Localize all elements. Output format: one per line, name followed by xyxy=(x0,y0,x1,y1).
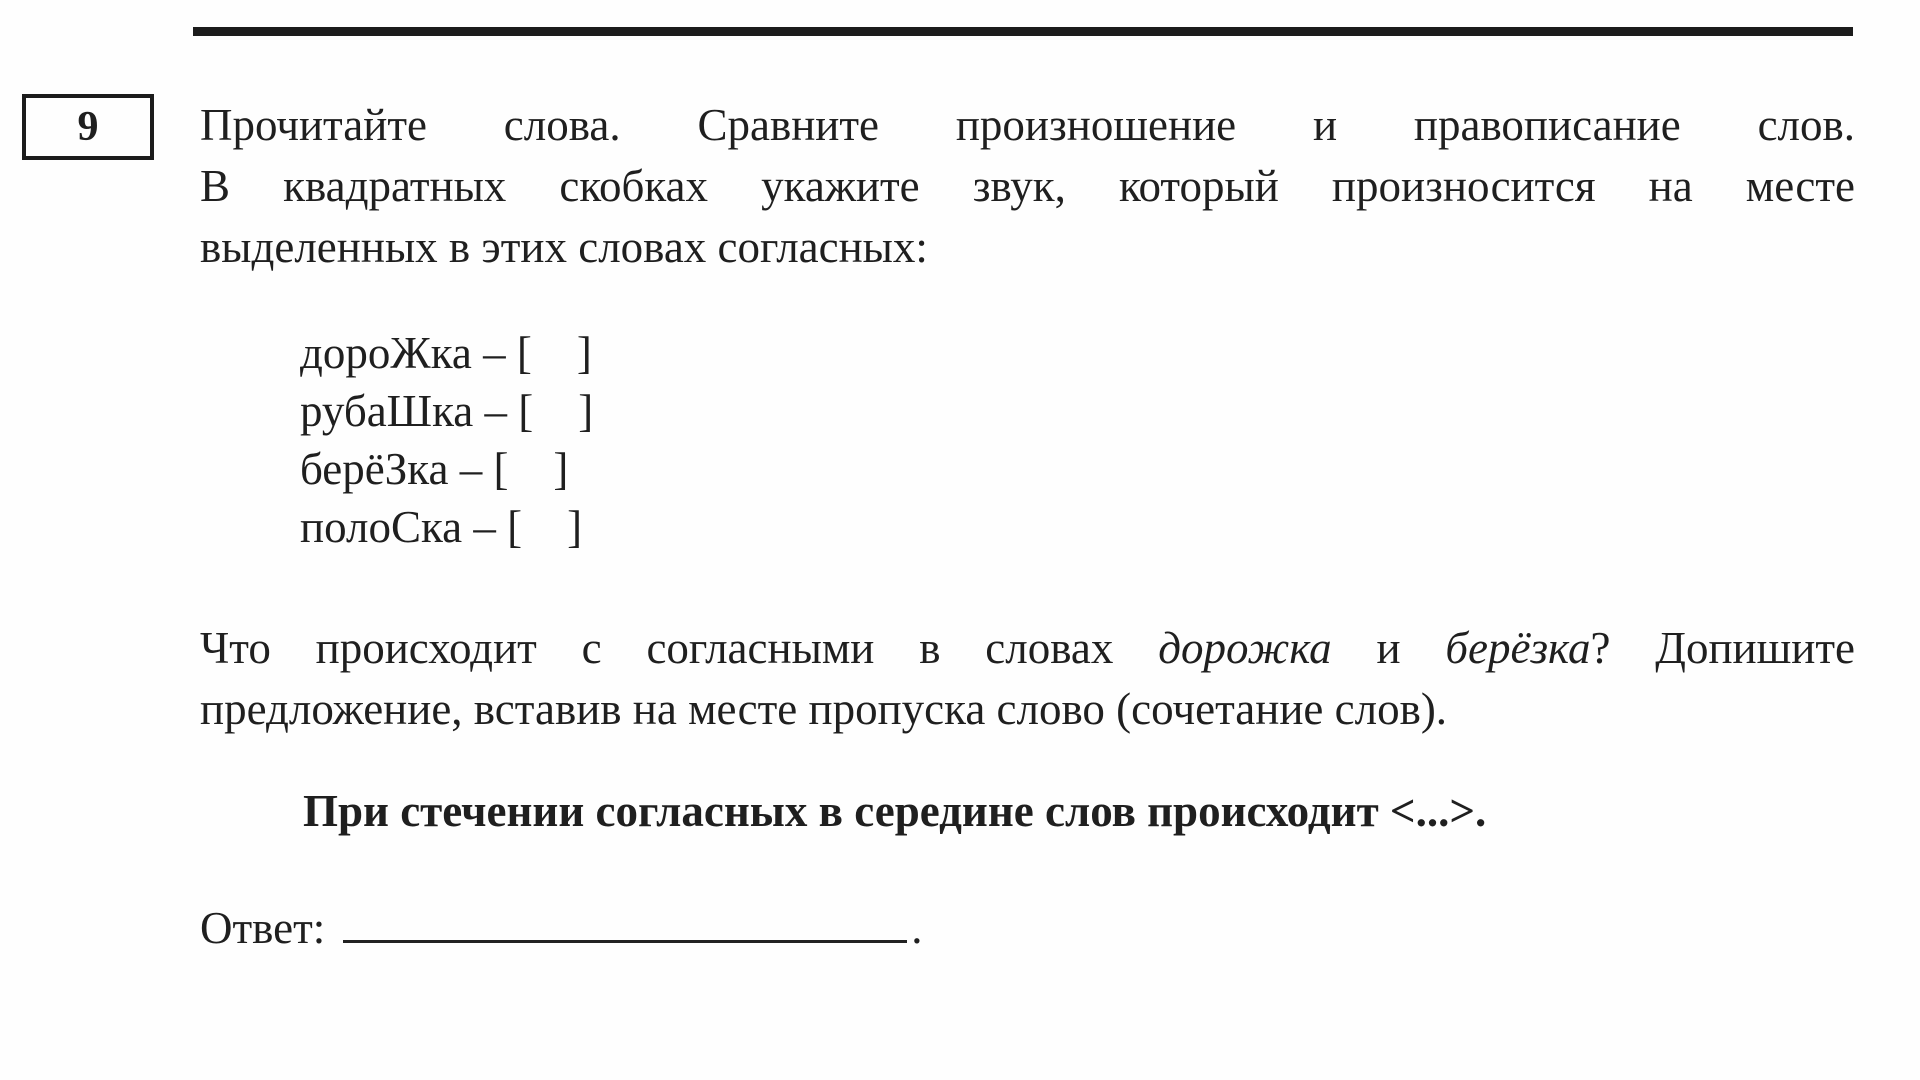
followup-text-2: и xyxy=(1331,623,1446,673)
bold-statement: При стечении согласных в середине слов происходит <...>. xyxy=(303,786,1487,836)
answer-period: . xyxy=(911,903,923,953)
word-item-beryozka: берёЗка – [ ] xyxy=(300,444,569,494)
task-prompt-paragraph xyxy=(200,95,1855,278)
word-item-poloska: полоСка – [ ] xyxy=(300,502,583,552)
task-number-box xyxy=(22,94,154,160)
followup-text-1: Что происходит с согласными в словах xyxy=(200,623,1159,673)
followup-text-3: ? Допишите xyxy=(1590,623,1855,673)
word-list xyxy=(300,324,593,556)
followup-question-paragraph xyxy=(200,618,1855,740)
answer-label: Ответ: xyxy=(200,903,326,953)
section-divider-rule xyxy=(193,27,1853,36)
answer-blank-line xyxy=(343,932,907,943)
italic-word-dorozhka: дорожка xyxy=(1158,623,1332,673)
prompt-line-1: Прочитайте слова. Сравните произношение и правописание слов. xyxy=(200,100,1855,150)
italic-word-beryozka: берёзка xyxy=(1445,623,1591,673)
followup-line-2: предложение, вставив на месте пропуска слово (сочетание слов). xyxy=(200,684,1448,734)
prompt-line-2: В квадратных скобках укажите звук, который произносится на месте xyxy=(200,161,1855,211)
followup-line-1 xyxy=(200,618,1855,679)
prompt-line-3: выделенных в этих словах согласных: xyxy=(200,222,928,272)
word-item-rubashka: рубаШка – [ ] xyxy=(300,386,594,436)
task-number: 9 xyxy=(77,104,99,150)
word-item-dorozhka: дороЖка – [ ] xyxy=(300,328,592,378)
answer-row xyxy=(200,898,923,959)
